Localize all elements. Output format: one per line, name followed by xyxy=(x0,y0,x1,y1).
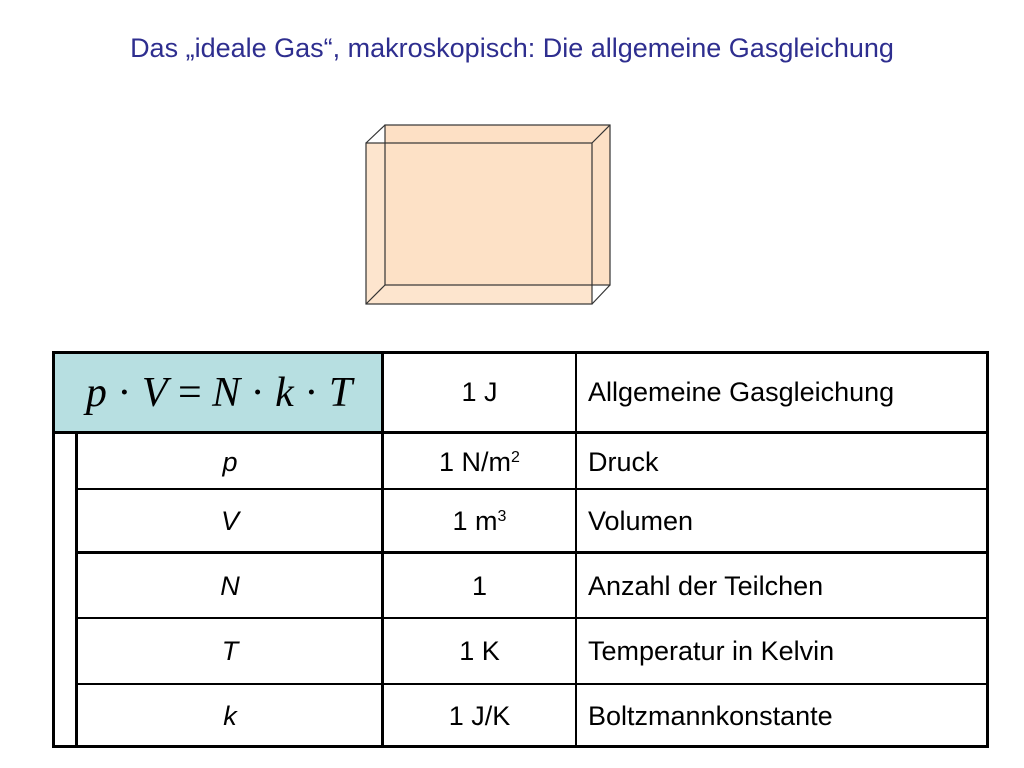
description-cell: Druck xyxy=(588,446,659,477)
ideal-gas-equation-formula xyxy=(55,354,383,431)
unit-cell: 1 K xyxy=(459,636,500,666)
unit-cell: 1 J/K xyxy=(448,700,511,731)
unit-cell: 1 xyxy=(471,570,488,601)
table-border xyxy=(75,617,989,619)
table-border xyxy=(75,488,989,490)
table-border xyxy=(52,431,989,434)
table-border xyxy=(52,351,55,748)
header-unit-cell: 1 J xyxy=(461,377,498,407)
table-border xyxy=(575,351,577,748)
table-border xyxy=(52,745,989,748)
slide-title: Das „ideale Gas“, makroskopisch: Die allgemeine Gasgleichung xyxy=(130,33,894,63)
description-cell: Temperatur in Kelvin xyxy=(588,636,835,666)
formula-T: T xyxy=(328,369,353,416)
symbol-cell: V xyxy=(220,505,239,536)
symbol-cell: T xyxy=(221,636,239,666)
unit-cell xyxy=(383,490,576,552)
formula-dot: · xyxy=(106,369,142,416)
formula-equals: = xyxy=(167,369,213,416)
header-description-cell: Allgemeine Gasgleichung xyxy=(588,377,895,407)
table-border xyxy=(75,551,989,554)
formula-N: N xyxy=(212,369,241,416)
unit-text: 1 m xyxy=(452,505,498,536)
description-cell: Boltzmannkonstante xyxy=(588,700,833,731)
formula-dot: · xyxy=(293,369,329,416)
table-border xyxy=(75,683,989,685)
unit-exponent: 2 xyxy=(511,449,520,466)
symbol-cell: p xyxy=(222,446,238,477)
table-border xyxy=(381,351,384,748)
formula-k: k xyxy=(275,369,294,416)
description-cell: Anzahl der Teilchen xyxy=(588,570,824,601)
symbol-cell: N xyxy=(220,570,240,601)
table-border xyxy=(986,351,989,748)
unit-cell xyxy=(383,434,576,490)
symbol-cell: k xyxy=(223,700,237,731)
description-cell: Volumen xyxy=(588,505,694,536)
unit-exponent: 3 xyxy=(497,508,507,525)
unit-text: 1 N/m xyxy=(439,446,512,477)
formula-p: p xyxy=(85,369,107,416)
formula-dot: · xyxy=(240,369,276,416)
formula-V: V xyxy=(141,369,168,416)
table-border xyxy=(52,351,989,354)
table-border xyxy=(75,431,78,748)
